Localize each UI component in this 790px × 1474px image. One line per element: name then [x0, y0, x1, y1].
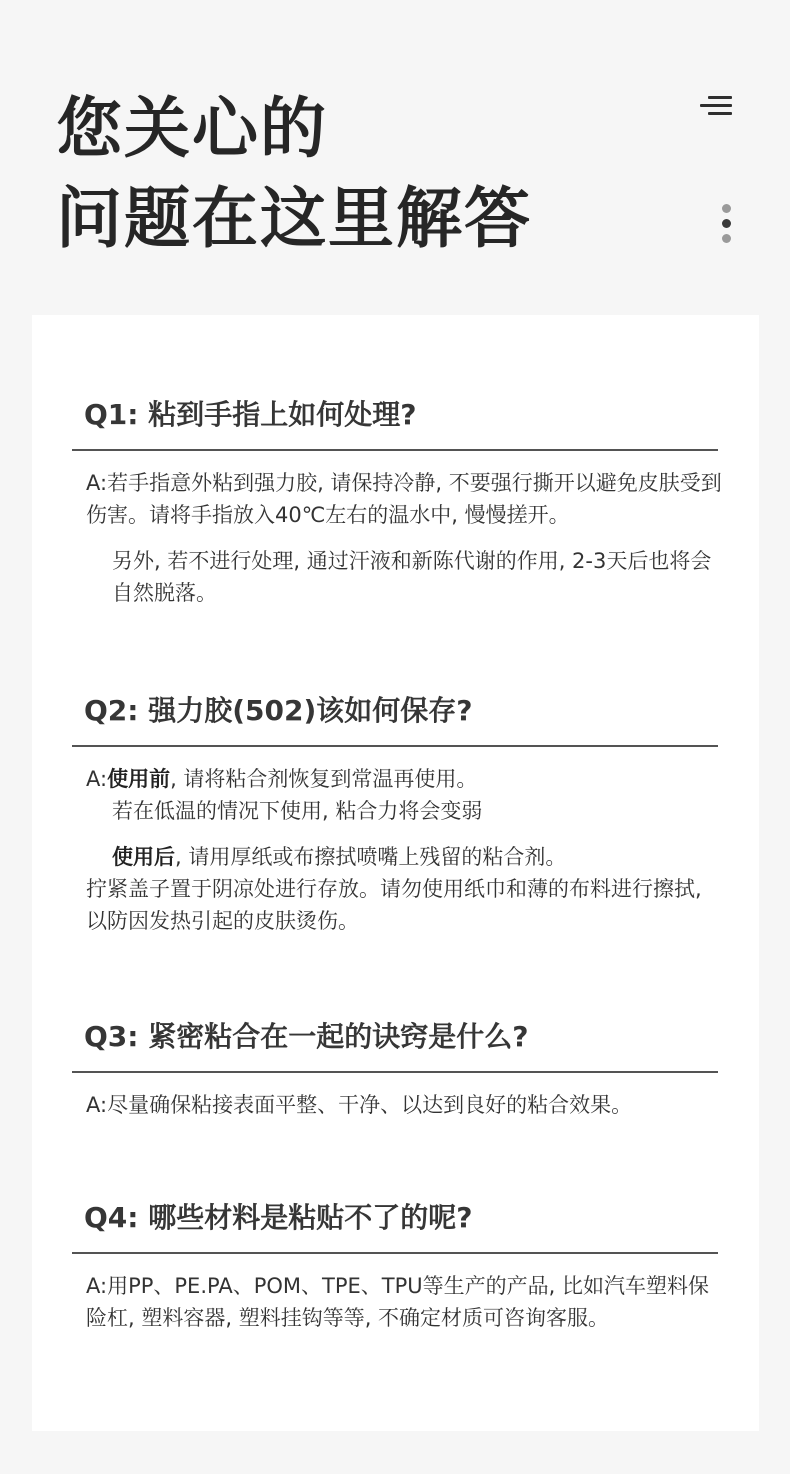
dot [722, 204, 731, 213]
answer-paragraph: 另外, 若不进行处理, 通过汗液和新陈代谢的作用, 2-3天后也将会自然脱落。 [112, 549, 712, 605]
answer-q3 [86, 1089, 726, 1121]
question-q4: Q4: 哪些材料是粘贴不了的呢? [84, 1201, 473, 1234]
divider [72, 1071, 718, 1073]
answer-paragraph: A:若手指意外粘到强力胶, 请保持冷静, 不要强行撕开以避免皮肤受到伤害。请将手指放入40℃左右的温水中, 慢慢搓开。 [86, 471, 722, 527]
after-use-label: 使用后 [112, 845, 175, 869]
after-use-note: 拧紧盖子置于阴凉处进行存放。请勿使用纸巾和薄的布料进行擦拭, 以防因发热引起的皮肤烫伤。 [86, 877, 702, 933]
answer-prefix: A: [86, 767, 108, 791]
faq-card [32, 315, 759, 1431]
answer-after-use [86, 841, 726, 873]
page-title-line-2: 问题在这里解答 [56, 180, 532, 257]
answer-before-use [86, 763, 726, 795]
dot [722, 234, 731, 243]
divider [72, 745, 718, 747]
question-q1: Q1: 粘到手指上如何处理? [84, 398, 417, 431]
question-q2: Q2: 强力胶(502)该如何保存? [84, 694, 473, 727]
answer-paragraph: A:用PP、PE.PA、POM、TPE、TPU等生产的产品, 比如汽车塑料保险杠, 塑料容器, 塑料挂钩等等, 不确定材质可咨询客服。 [86, 1274, 709, 1330]
answer-q4 [86, 1270, 726, 1334]
menu-line [708, 112, 732, 115]
question-q3: Q3: 紧密粘合在一起的诀窍是什么? [84, 1020, 529, 1053]
vertical-dots-icon[interactable] [720, 204, 732, 244]
before-use-note: 若在低温的情况下使用, 粘合力将会变弱 [112, 799, 483, 823]
before-use-text: , 请将粘合剂恢复到常温再使用。 [170, 767, 478, 791]
divider [72, 449, 718, 451]
before-use-label: 使用前 [107, 767, 171, 791]
menu-line [700, 104, 732, 107]
menu-lines-icon[interactable] [700, 96, 732, 120]
answer-q2 [86, 763, 726, 937]
page-title-line-1: 您关心的 [56, 90, 328, 167]
divider [72, 1252, 718, 1254]
menu-line [708, 96, 732, 99]
dot [722, 219, 731, 228]
answer-paragraph: A:尽量确保粘接表面平整、干净、以达到良好的粘合效果。 [86, 1093, 633, 1117]
after-use-text: , 请用厚纸或布擦拭喷嘴上残留的粘合剂。 [175, 845, 567, 869]
answer-q1 [86, 467, 726, 609]
page-title [56, 84, 532, 264]
